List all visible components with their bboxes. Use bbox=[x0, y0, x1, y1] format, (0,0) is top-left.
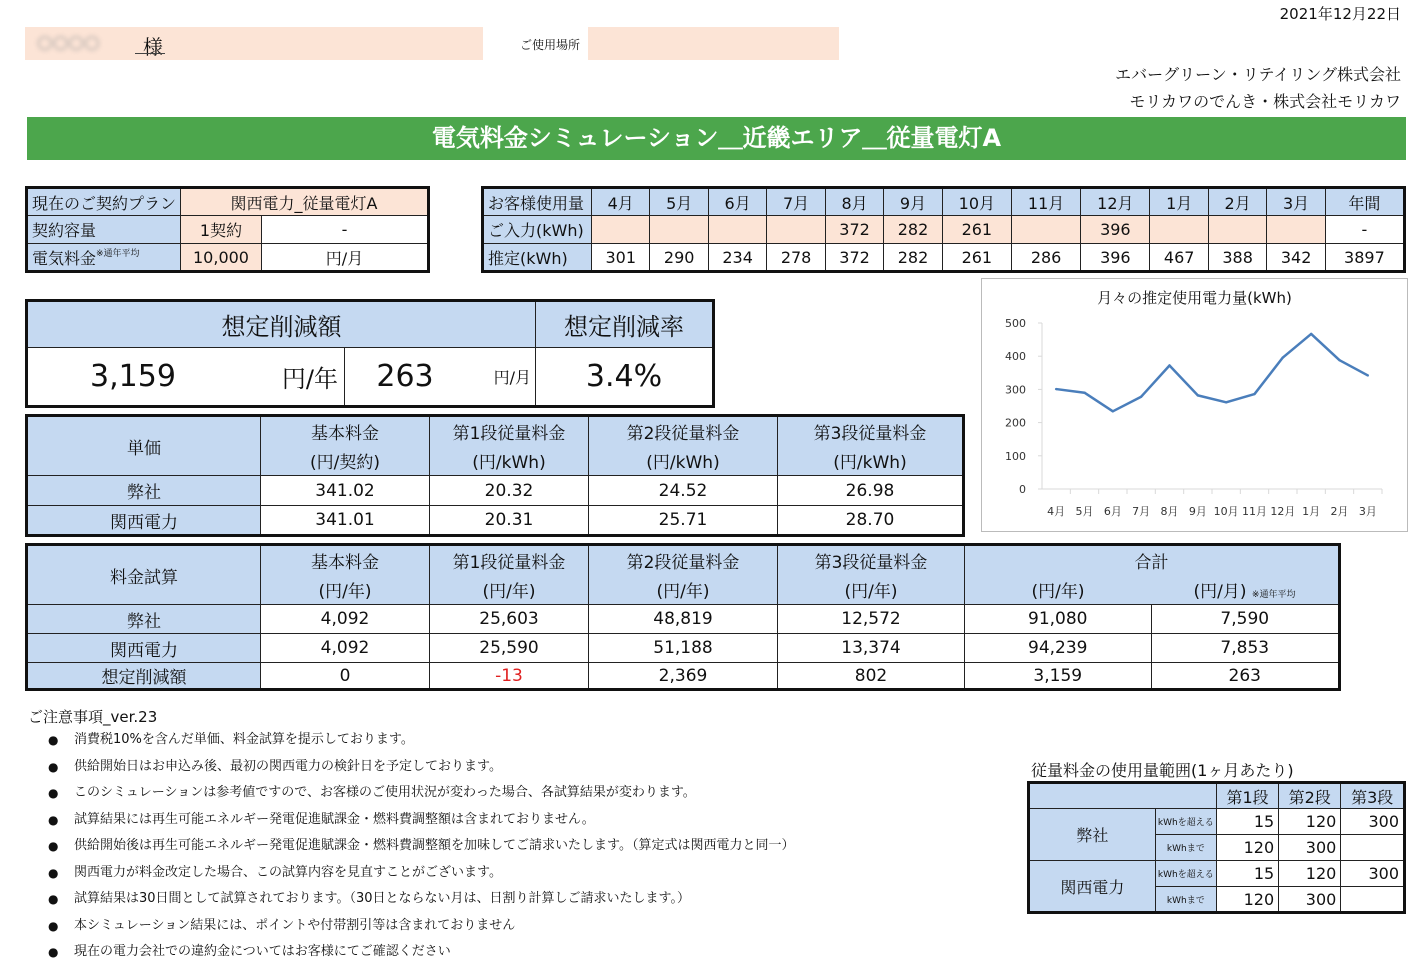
usage-month-header: 8月 bbox=[825, 188, 883, 216]
location-label: ご使用場所 bbox=[520, 38, 581, 52]
fee-calc-cell: 802 bbox=[778, 663, 965, 690]
contract-bill-label: 電気料金$^{※通年平均}$ bbox=[27, 244, 181, 272]
x-tick-label: 7月 bbox=[1132, 505, 1151, 518]
usage-input-cell[interactable] bbox=[1267, 216, 1325, 244]
fee-calc-cell: 7,853 bbox=[1151, 634, 1340, 663]
bullet-icon: ● bbox=[48, 865, 59, 880]
contract-plan-label: 現在のご契約プラン bbox=[27, 188, 181, 216]
tier-range-cell: 120 bbox=[1279, 861, 1341, 887]
usage-input-cell[interactable] bbox=[1150, 216, 1208, 244]
bullet-icon: ● bbox=[48, 839, 59, 853]
data-point bbox=[1338, 359, 1340, 361]
data-point bbox=[1225, 401, 1227, 403]
fee-calc-cell: 12,572 bbox=[778, 605, 965, 634]
x-tick-label: 10月 bbox=[1213, 505, 1239, 518]
x-tick-label: 12月 bbox=[1270, 505, 1296, 518]
fee-calc-h2-l2: (円/年) bbox=[430, 575, 589, 605]
fee-calc-total-year-label: (円/年) bbox=[965, 575, 1152, 605]
unit-price-h4-l1: 第3段従量料金 bbox=[778, 416, 964, 446]
x-tick-label: 3月 bbox=[1358, 505, 1377, 518]
fee-calc-h4-l2: (円/年) bbox=[778, 575, 965, 605]
contract-table bbox=[25, 186, 430, 273]
data-point bbox=[1083, 392, 1085, 394]
tier-range-cell: 300 bbox=[1279, 835, 1341, 861]
note-text: 関西電力が料金改定した場合、この試算内容を見直すことがございます。 bbox=[74, 864, 502, 880]
contract-plan-value: 関西電力_従量電灯A bbox=[181, 188, 429, 216]
unit-price-corner: 単価 bbox=[27, 416, 261, 476]
x-tick-label: 6月 bbox=[1103, 505, 1122, 518]
chart-title: 月々の推定使用電力量(kWh) bbox=[1097, 289, 1292, 307]
tier-range-cell: 300 bbox=[1341, 861, 1405, 887]
savings-annual-value: 3,159 bbox=[27, 348, 239, 407]
unit-price-h1-l1: 基本料金 bbox=[261, 416, 430, 446]
fee-calc-h3-l1: 第2段従量料金 bbox=[589, 545, 778, 575]
usage-month-header: 2月 bbox=[1208, 188, 1266, 216]
tier-range-cell bbox=[1341, 887, 1405, 913]
data-point bbox=[1310, 333, 1312, 335]
fee-calc-corner: 料金試算 bbox=[27, 545, 261, 605]
chart-plot bbox=[982, 279, 1407, 531]
y-tick-label: 0 bbox=[1019, 483, 1026, 496]
banner-title-text: 電気料金シミュレーション＿近畿エリア＿従量電灯A bbox=[431, 124, 1002, 152]
usage-estimate-cell: 234 bbox=[708, 244, 766, 272]
fee-calc-cell: 25,603 bbox=[430, 605, 589, 634]
customer-name-blurred: ○○○○ bbox=[37, 32, 100, 53]
usage-month-header: 6月 bbox=[708, 188, 766, 216]
tier-range-company: 関西電力 bbox=[1029, 861, 1156, 913]
usage-month-header: 5月 bbox=[650, 188, 708, 216]
x-tick-label: 1月 bbox=[1302, 505, 1321, 518]
usage-month-header: 1月 bbox=[1150, 188, 1208, 216]
fee-calc-cell: 7,590 bbox=[1151, 605, 1340, 634]
data-point bbox=[1197, 394, 1199, 396]
unit-price-cell: 341.02 bbox=[261, 476, 430, 506]
bullet-icon: ● bbox=[48, 918, 59, 933]
tier-range-over-label: kWhを超える bbox=[1155, 809, 1216, 835]
contract-capacity-label: 契約容量 bbox=[27, 216, 181, 244]
contract-capacity-value: 1契約 bbox=[181, 216, 262, 244]
usage-estimate-cell: 286 bbox=[1011, 244, 1080, 272]
tier-range-company: 弊社 bbox=[1029, 809, 1156, 861]
usage-input-cell[interactable]: 372 bbox=[825, 216, 883, 244]
usage-input-cell[interactable] bbox=[1208, 216, 1266, 244]
usage-estimate-cell: 396 bbox=[1081, 244, 1150, 272]
fee-calc-cell: -13 bbox=[430, 663, 589, 690]
note-item bbox=[28, 730, 988, 757]
usage-input-cell[interactable] bbox=[1011, 216, 1080, 244]
usage-month-header: 12月 bbox=[1081, 188, 1150, 216]
notes-list bbox=[28, 730, 988, 969]
usage-month-header: 3月 bbox=[1267, 188, 1325, 216]
tier-range-cell bbox=[1341, 835, 1405, 861]
unit-price-cell: 24.52 bbox=[589, 476, 778, 506]
unit-price-h2-l1: 第1段従量料金 bbox=[430, 416, 589, 446]
usage-estimate-cell: 261 bbox=[942, 244, 1011, 272]
fee-calc-total-label: 合計 bbox=[965, 545, 1340, 575]
note-text: 現在の電力会社での違約金についてはお客様にてご確認ください bbox=[74, 944, 451, 959]
bullet-icon: ● bbox=[48, 733, 59, 747]
usage-estimate-cell: 342 bbox=[1267, 244, 1325, 272]
fee-calc-h3-l2: (円/年) bbox=[589, 575, 778, 605]
fee-calc-cell: 4,092 bbox=[261, 634, 430, 663]
savings-rate-value: 3.4% bbox=[536, 348, 714, 407]
fee-calc-h4-l1: 第3段従量料金 bbox=[778, 545, 965, 575]
unit-price-cell: 28.70 bbox=[778, 506, 964, 536]
note-item bbox=[28, 863, 988, 890]
data-point bbox=[1140, 396, 1142, 398]
unit-price-h1-l2: (円/契約) bbox=[261, 446, 430, 476]
data-point bbox=[1168, 364, 1170, 366]
usage-header-label: お客様使用量 bbox=[483, 188, 592, 216]
note-item bbox=[28, 916, 988, 943]
usage-input-cell[interactable]: 261 bbox=[942, 216, 1011, 244]
y-tick-label: 200 bbox=[1005, 416, 1026, 430]
usage-estimate-label: 推定(kWh) bbox=[483, 244, 592, 272]
series-line bbox=[1056, 334, 1368, 411]
savings-rate-label: 想定削減率 bbox=[536, 301, 714, 348]
usage-table bbox=[481, 186, 1406, 273]
fee-calc-cell: 25,590 bbox=[430, 634, 589, 663]
data-point bbox=[1055, 388, 1057, 390]
bullet-icon: ● bbox=[48, 892, 59, 906]
unit-price-h3-l2: (円/kWh) bbox=[589, 446, 778, 476]
tier-range-over-label: kWhを超える bbox=[1155, 861, 1216, 887]
y-tick-label: 100 bbox=[1005, 449, 1026, 463]
tier-range-cell: 15 bbox=[1217, 861, 1279, 887]
fee-calc-cell: 51,188 bbox=[589, 634, 778, 663]
unit-price-h2-l2: (円/kWh) bbox=[430, 446, 589, 476]
company-line-1: エバーグリーン・リテイリング株式会社 bbox=[1115, 65, 1401, 84]
usage-month-header: 9月 bbox=[884, 188, 942, 216]
fee-calc-cell: 94,239 bbox=[965, 634, 1152, 663]
tier-range-header: 第2段 bbox=[1279, 783, 1341, 809]
usage-month-header: 11月 bbox=[1011, 188, 1080, 216]
y-tick-label: 400 bbox=[1005, 350, 1026, 364]
bullet-icon: ● bbox=[48, 812, 59, 827]
contract-capacity-unit: - bbox=[262, 216, 429, 244]
fee-calc-cell: 91,080 bbox=[965, 605, 1152, 634]
usage-month-header: 7月 bbox=[767, 188, 825, 216]
usage-input-cell[interactable]: - bbox=[1325, 216, 1404, 244]
customer-honorific: 様 bbox=[143, 35, 163, 59]
x-tick-label: 2月 bbox=[1330, 505, 1349, 518]
x-tick-label: 5月 bbox=[1075, 505, 1094, 518]
date: 2021年12月22日 bbox=[1279, 5, 1401, 23]
x-tick-label: 4月 bbox=[1047, 505, 1066, 518]
unit-price-cell: 20.32 bbox=[430, 476, 589, 506]
y-tick-label: 300 bbox=[1005, 383, 1026, 397]
unit-price-table bbox=[25, 414, 965, 537]
contract-bill-value: 10,000 bbox=[181, 244, 262, 272]
usage-input-cell[interactable] bbox=[708, 216, 766, 244]
contract-bill-unit: 円/月 bbox=[262, 244, 429, 272]
fee-calc-cell: 263 bbox=[1151, 663, 1340, 690]
note-item bbox=[28, 889, 988, 916]
note-text: 供給開始日はお申込み後、最初の関西電力の検針日を予定しております。 bbox=[74, 758, 502, 774]
usage-estimate-cell: 372 bbox=[825, 244, 883, 272]
data-point bbox=[1112, 410, 1114, 412]
fee-calc-table bbox=[25, 543, 1341, 691]
usage-chart bbox=[981, 278, 1408, 532]
banner-title bbox=[27, 117, 1406, 160]
data-point bbox=[1253, 393, 1255, 395]
usage-estimate-cell: 3897 bbox=[1325, 244, 1404, 272]
data-point bbox=[1282, 356, 1284, 358]
note-item bbox=[28, 810, 988, 837]
company-line-2: モリカワのでんき・株式会社モリカワ bbox=[1129, 92, 1401, 111]
tier-range-cell: 120 bbox=[1217, 887, 1279, 913]
note-text: 試算結果には再生可能エネルギー発電促進賦課金・燃料費調整額は含まれておりません。 bbox=[74, 811, 595, 827]
savings-monthly-value: 263 bbox=[345, 348, 466, 407]
unit-price-cell: 26.98 bbox=[778, 476, 964, 506]
usage-estimate-cell: 467 bbox=[1150, 244, 1208, 272]
usage-month-header: 4月 bbox=[592, 188, 650, 216]
savings-amount-label: 想定削減額 bbox=[27, 301, 536, 348]
usage-estimate-cell: 290 bbox=[650, 244, 708, 272]
y-tick-label: 500 bbox=[1005, 317, 1026, 330]
x-tick-label: 11月 bbox=[1242, 505, 1267, 518]
location-field bbox=[588, 27, 839, 60]
x-tick-label: 9月 bbox=[1188, 505, 1207, 518]
usage-estimate-cell: 388 bbox=[1208, 244, 1266, 272]
unit-price-cell: 25.71 bbox=[589, 506, 778, 536]
x-tick-label: 8月 bbox=[1160, 505, 1179, 518]
savings-monthly-unit: 円/月 bbox=[465, 348, 536, 407]
bullet-icon: ● bbox=[48, 945, 59, 959]
unit-price-cell: 20.31 bbox=[430, 506, 589, 536]
fee-calc-row-label: 関西電力 bbox=[27, 634, 261, 663]
tier-range-upto-label: kWhまで bbox=[1155, 835, 1216, 861]
usage-input-cell[interactable]: 282 bbox=[884, 216, 942, 244]
fee-calc-cell: 2,369 bbox=[589, 663, 778, 690]
fee-calc-h1-l2: (円/年) bbox=[261, 575, 430, 605]
tier-range-cell: 300 bbox=[1279, 887, 1341, 913]
note-text: 本シミュレーション結果には、ポイントや付帯割引等は含まれておりません bbox=[74, 917, 516, 933]
usage-estimate-cell: 301 bbox=[592, 244, 650, 272]
fee-calc-row-label: 弊社 bbox=[27, 605, 261, 634]
customer-name-field bbox=[25, 27, 483, 60]
fee-calc-cell: 13,374 bbox=[778, 634, 965, 663]
tier-range-header: 第3段 bbox=[1341, 783, 1405, 809]
usage-estimate-cell: 278 bbox=[767, 244, 825, 272]
tier-range-cell: 15 bbox=[1217, 809, 1279, 835]
usage-input-cell[interactable] bbox=[767, 216, 825, 244]
note-text: このシミュレーションは参考値ですので、お客様のご使用状況が変わった場合、各試算結果が変わります。 bbox=[74, 785, 696, 800]
fee-calc-row-label: 想定削減額 bbox=[27, 663, 261, 690]
fee-calc-cell: 3,159 bbox=[965, 663, 1152, 690]
note-item bbox=[28, 836, 988, 863]
unit-price-row-label: 弊社 bbox=[27, 476, 261, 506]
fee-calc-cell: 0 bbox=[261, 663, 430, 690]
note-text: 供給開始後は再生可能エネルギー発電促進賦課金・燃料費調整額を加味してご請求いたします。（算定式は関西電力と同一） bbox=[74, 838, 795, 853]
tier-range-cell: 120 bbox=[1279, 809, 1341, 835]
tier-range-title: 従量料金の使用量範囲(1ヶ月あたり) bbox=[1031, 761, 1294, 780]
unit-price-row-label: 関西電力 bbox=[27, 506, 261, 536]
usage-estimate-cell: 282 bbox=[884, 244, 942, 272]
tier-range-cell: 300 bbox=[1341, 809, 1405, 835]
note-item bbox=[28, 942, 988, 969]
tier-range-header: 第1段 bbox=[1217, 783, 1279, 809]
note-item bbox=[28, 783, 988, 810]
usage-input-cell[interactable] bbox=[650, 216, 708, 244]
notes-title: ご注意事項_ver.23 bbox=[28, 708, 158, 726]
usage-input-cell[interactable]: 396 bbox=[1081, 216, 1150, 244]
usage-month-header: 年間 bbox=[1325, 188, 1404, 216]
note-item bbox=[28, 757, 988, 784]
savings-table bbox=[25, 299, 715, 408]
fee-calc-h2-l1: 第1段従量料金 bbox=[430, 545, 589, 575]
unit-price-h4-l2: (円/kWh) bbox=[778, 446, 964, 476]
tier-range-corner bbox=[1029, 783, 1217, 809]
data-point bbox=[1367, 374, 1369, 376]
usage-month-header: 10月 bbox=[942, 188, 1011, 216]
note-text: 消費税10%を含んだ単価、料金試算を提示しております。 bbox=[74, 732, 414, 747]
tier-range-cell: 120 bbox=[1217, 835, 1279, 861]
tier-range-table bbox=[1027, 781, 1406, 914]
usage-input-cell[interactable] bbox=[592, 216, 650, 244]
note-text: 試算結果は30日間として試算されております。（30日とならない月は、日割り計算しご請求いたします。） bbox=[74, 891, 691, 906]
unit-price-cell: 341.01 bbox=[261, 506, 430, 536]
savings-annual-unit: 円/年 bbox=[238, 348, 345, 407]
tier-range-upto-label: kWhまで bbox=[1155, 887, 1216, 913]
bullet-icon: ● bbox=[48, 759, 59, 774]
fee-calc-cell: 4,092 bbox=[261, 605, 430, 634]
fee-calc-h1-l1: 基本料金 bbox=[261, 545, 430, 575]
unit-price-h3-l1: 第2段従量料金 bbox=[589, 416, 778, 446]
fee-calc-cell: 48,819 bbox=[589, 605, 778, 634]
bullet-icon: ● bbox=[48, 786, 59, 800]
usage-input-label: ご入力(kWh) bbox=[483, 216, 592, 244]
fee-calc-total-month-label: (円/月) ※通年平均 bbox=[1151, 575, 1340, 605]
